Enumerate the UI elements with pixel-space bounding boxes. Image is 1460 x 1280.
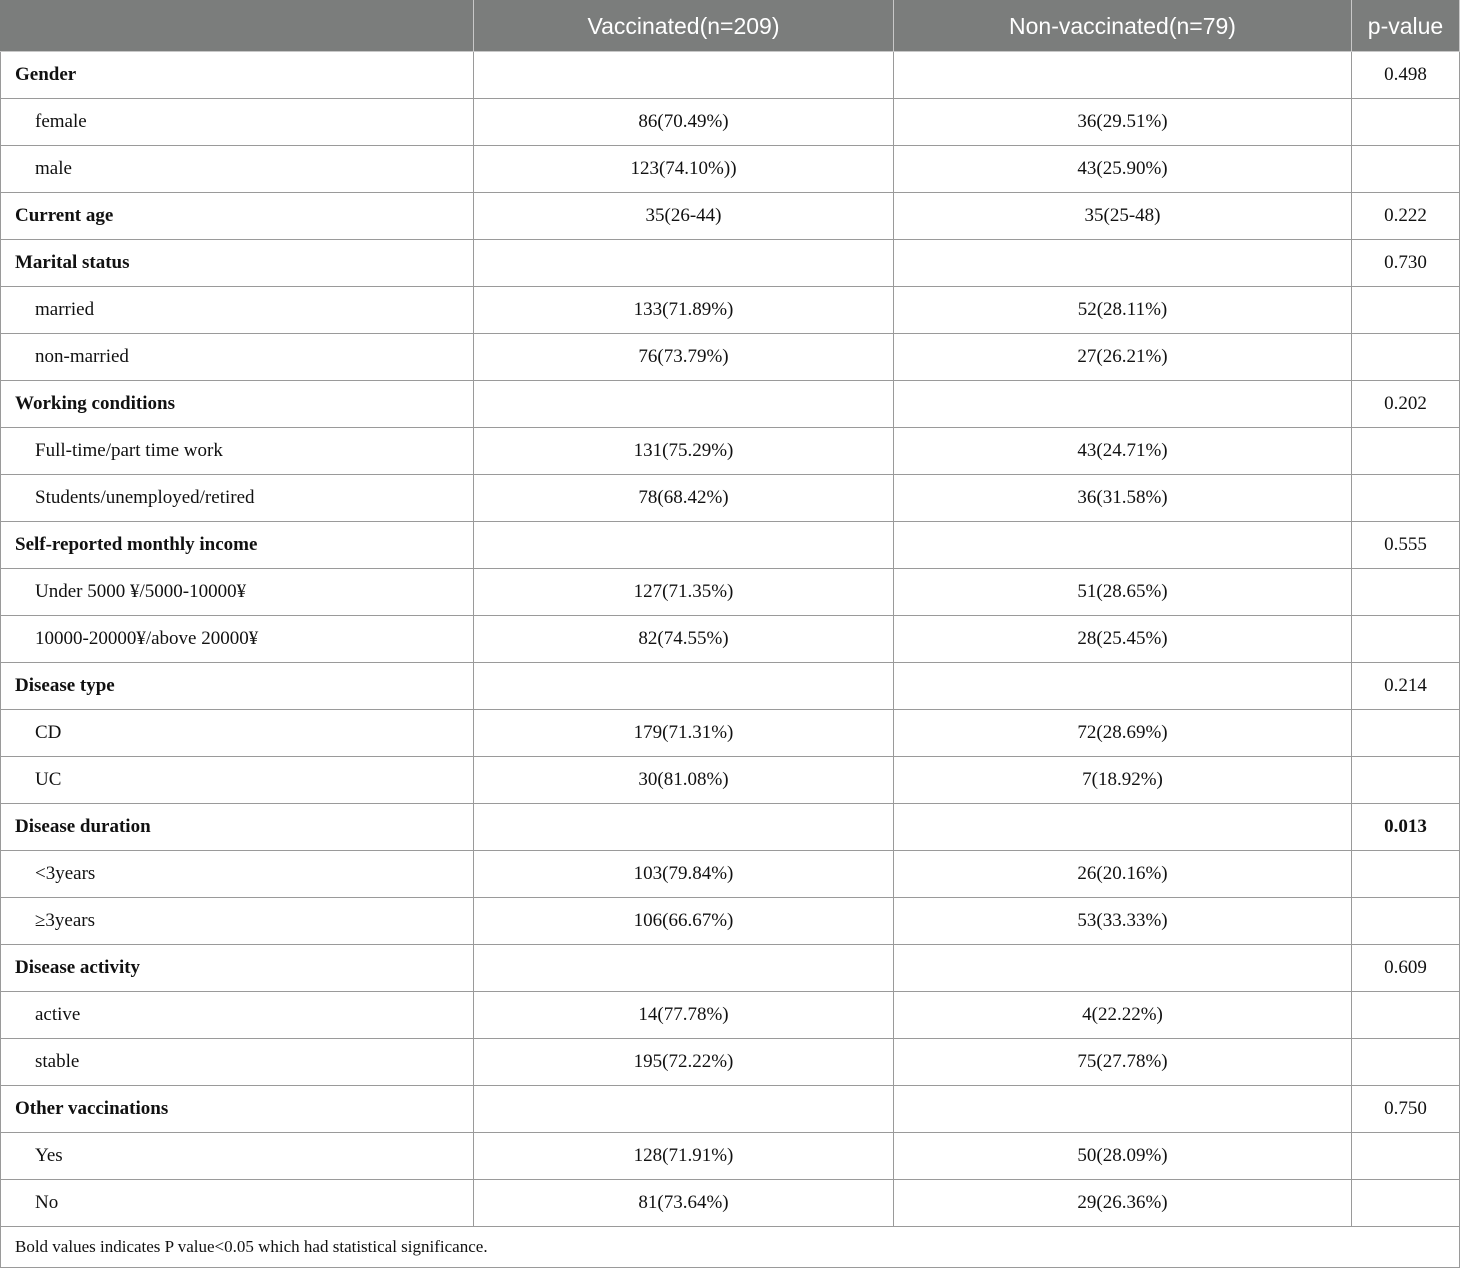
table-row <box>1 851 1460 898</box>
table-row <box>1 804 1460 851</box>
cell-vaccinated: 82(74.55%) <box>474 616 894 663</box>
row-label: Students/unemployed/retired <box>1 475 474 522</box>
cell-non-vaccinated: 28(25.45%) <box>894 616 1352 663</box>
cell-p-value <box>1352 287 1460 334</box>
row-label: Other vaccinations <box>1 1086 474 1133</box>
cell-vaccinated <box>474 381 894 428</box>
table-row <box>1 522 1460 569</box>
cell-non-vaccinated: 36(29.51%) <box>894 99 1352 146</box>
cell-p-value <box>1352 99 1460 146</box>
cell-vaccinated <box>474 240 894 287</box>
table-row <box>1 616 1460 663</box>
cell-non-vaccinated <box>894 52 1352 99</box>
row-label: No <box>1 1180 474 1227</box>
table-row <box>1 663 1460 710</box>
cell-vaccinated <box>474 663 894 710</box>
table-row <box>1 381 1460 428</box>
row-label: male <box>1 146 474 193</box>
cell-vaccinated: 78(68.42%) <box>474 475 894 522</box>
cell-vaccinated: 76(73.79%) <box>474 334 894 381</box>
cell-non-vaccinated: 50(28.09%) <box>894 1133 1352 1180</box>
cell-non-vaccinated: 7(18.92%) <box>894 757 1352 804</box>
cell-p-value <box>1352 1133 1460 1180</box>
row-label: Disease duration <box>1 804 474 851</box>
cell-non-vaccinated: 75(27.78%) <box>894 1039 1352 1086</box>
cell-non-vaccinated <box>894 804 1352 851</box>
row-label: 10000-20000¥/above 20000¥ <box>1 616 474 663</box>
row-label: Under 5000 ¥/5000-10000¥ <box>1 569 474 616</box>
cell-p-value: 0.555 <box>1352 522 1460 569</box>
row-label: female <box>1 99 474 146</box>
footnote-row <box>1 1227 1460 1268</box>
cell-vaccinated: 127(71.35%) <box>474 569 894 616</box>
cell-p-value <box>1352 851 1460 898</box>
header-p-value: p-value <box>1352 1 1460 52</box>
table-row <box>1 287 1460 334</box>
header-non-vaccinated: Non-vaccinated(n=79) <box>894 1 1352 52</box>
table-row <box>1 240 1460 287</box>
header-label <box>1 1 474 52</box>
cell-p-value <box>1352 992 1460 1039</box>
cell-vaccinated <box>474 522 894 569</box>
row-label: ≥3years <box>1 898 474 945</box>
cell-vaccinated <box>474 52 894 99</box>
cell-vaccinated <box>474 804 894 851</box>
cell-p-value: 0.609 <box>1352 945 1460 992</box>
cell-vaccinated: 103(79.84%) <box>474 851 894 898</box>
cell-p-value <box>1352 710 1460 757</box>
cell-vaccinated <box>474 1086 894 1133</box>
row-label: Gender <box>1 52 474 99</box>
cell-non-vaccinated <box>894 522 1352 569</box>
table-row <box>1 99 1460 146</box>
row-label: UC <box>1 757 474 804</box>
cell-non-vaccinated: 51(28.65%) <box>894 569 1352 616</box>
row-label: married <box>1 287 474 334</box>
row-label: Current age <box>1 193 474 240</box>
cell-non-vaccinated: 4(22.22%) <box>894 992 1352 1039</box>
cell-p-value <box>1352 146 1460 193</box>
row-label: <3years <box>1 851 474 898</box>
cell-non-vaccinated <box>894 1086 1352 1133</box>
table-row <box>1 945 1460 992</box>
cell-p-value: 0.498 <box>1352 52 1460 99</box>
row-label: CD <box>1 710 474 757</box>
cell-vaccinated: 35(26-44) <box>474 193 894 240</box>
cell-vaccinated: 179(71.31%) <box>474 710 894 757</box>
cell-non-vaccinated <box>894 240 1352 287</box>
row-label: Marital status <box>1 240 474 287</box>
cell-p-value <box>1352 898 1460 945</box>
table-row <box>1 569 1460 616</box>
table-row <box>1 1039 1460 1086</box>
cell-p-value: 0.214 <box>1352 663 1460 710</box>
cell-vaccinated: 14(77.78%) <box>474 992 894 1039</box>
cell-p-value <box>1352 1180 1460 1227</box>
cell-vaccinated: 30(81.08%) <box>474 757 894 804</box>
table-row <box>1 1180 1460 1227</box>
cell-non-vaccinated <box>894 945 1352 992</box>
header-vaccinated: Vaccinated(n=209) <box>474 1 894 52</box>
cell-vaccinated <box>474 945 894 992</box>
row-label: active <box>1 992 474 1039</box>
cell-vaccinated: 133(71.89%) <box>474 287 894 334</box>
row-label: Yes <box>1 1133 474 1180</box>
cell-non-vaccinated: 27(26.21%) <box>894 334 1352 381</box>
cell-non-vaccinated: 36(31.58%) <box>894 475 1352 522</box>
cell-vaccinated: 86(70.49%) <box>474 99 894 146</box>
row-label: stable <box>1 1039 474 1086</box>
cell-p-value <box>1352 616 1460 663</box>
table-row <box>1 757 1460 804</box>
cell-p-value <box>1352 569 1460 616</box>
cell-p-value <box>1352 757 1460 804</box>
row-label: Working conditions <box>1 381 474 428</box>
table-row <box>1 1086 1460 1133</box>
cell-p-value: 0.222 <box>1352 193 1460 240</box>
cell-vaccinated: 131(75.29%) <box>474 428 894 475</box>
table-row <box>1 1133 1460 1180</box>
table-row <box>1 898 1460 945</box>
cell-non-vaccinated: 72(28.69%) <box>894 710 1352 757</box>
row-label: Self-reported monthly income <box>1 522 474 569</box>
row-label: Disease activity <box>1 945 474 992</box>
cell-p-value <box>1352 334 1460 381</box>
cell-p-value <box>1352 428 1460 475</box>
cell-p-value <box>1352 1039 1460 1086</box>
cell-p-value: 0.730 <box>1352 240 1460 287</box>
table-row <box>1 992 1460 1039</box>
table-row <box>1 334 1460 381</box>
table-body <box>1 52 1460 1227</box>
cell-non-vaccinated: 26(20.16%) <box>894 851 1352 898</box>
cell-non-vaccinated: 43(25.90%) <box>894 146 1352 193</box>
cell-p-value: 0.750 <box>1352 1086 1460 1133</box>
row-label: non-married <box>1 334 474 381</box>
cell-non-vaccinated: 43(24.71%) <box>894 428 1352 475</box>
cell-p-value: 0.202 <box>1352 381 1460 428</box>
table-row <box>1 475 1460 522</box>
cell-non-vaccinated <box>894 663 1352 710</box>
cell-p-value <box>1352 475 1460 522</box>
table-row <box>1 710 1460 757</box>
table-row <box>1 428 1460 475</box>
footnote: Bold values indicates P value<0.05 which had statistical significance. <box>1 1227 1460 1268</box>
row-label: Full-time/part time work <box>1 428 474 475</box>
cell-vaccinated: 123(74.10%)) <box>474 146 894 193</box>
cell-vaccinated: 81(73.64%) <box>474 1180 894 1227</box>
cell-non-vaccinated: 29(26.36%) <box>894 1180 1352 1227</box>
table-row <box>1 193 1460 240</box>
cell-vaccinated: 195(72.22%) <box>474 1039 894 1086</box>
cell-non-vaccinated: 53(33.33%) <box>894 898 1352 945</box>
cell-p-value: 0.013 <box>1352 804 1460 851</box>
cell-vaccinated: 128(71.91%) <box>474 1133 894 1180</box>
header-row <box>1 1 1460 52</box>
cell-non-vaccinated: 52(28.11%) <box>894 287 1352 334</box>
cell-non-vaccinated: 35(25-48) <box>894 193 1352 240</box>
table-row <box>1 52 1460 99</box>
cell-vaccinated: 106(66.67%) <box>474 898 894 945</box>
row-label: Disease type <box>1 663 474 710</box>
table-row <box>1 146 1460 193</box>
cell-non-vaccinated <box>894 381 1352 428</box>
